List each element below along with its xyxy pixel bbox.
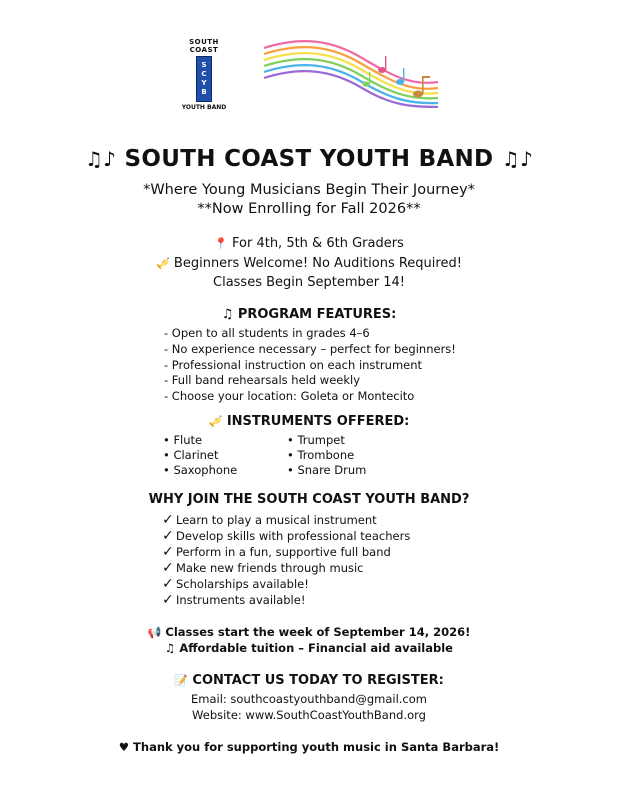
list-item bbox=[162, 512, 410, 528]
list-item: • Saxophone bbox=[163, 463, 238, 477]
grades-line bbox=[0, 236, 618, 251]
trumpet-icon: 🎺 bbox=[208, 415, 223, 428]
list-item bbox=[162, 560, 410, 576]
checkmark-icon: ✓ bbox=[162, 560, 174, 576]
list-item bbox=[162, 544, 410, 560]
list-item-text: Develop skills with professional teachers bbox=[176, 529, 411, 543]
list-item: • Snare Drum bbox=[287, 463, 367, 477]
music-notes-icon: ♫ bbox=[165, 641, 176, 655]
beginners-line bbox=[0, 256, 618, 271]
checkmark-icon: ✓ bbox=[162, 576, 174, 592]
list-item: - Professional instruction on each instrument bbox=[164, 357, 423, 372]
logo-banner bbox=[196, 56, 212, 102]
logo-letter: B bbox=[201, 88, 207, 96]
checkmark-icon: ✓ bbox=[162, 528, 174, 544]
title-text: SOUTH COAST YOUTH BAND bbox=[124, 146, 494, 172]
heart-icon: ♥ bbox=[118, 740, 130, 754]
contact-heading-text: CONTACT US TODAY TO REGISTER: bbox=[192, 673, 444, 688]
music-notes-icon: ♫♪ bbox=[84, 147, 117, 171]
checkmark-icon: ✓ bbox=[162, 512, 174, 528]
features-heading bbox=[0, 307, 618, 322]
tuition-line bbox=[0, 641, 618, 655]
list-item: - Open to all students in grades 4–6 bbox=[164, 326, 370, 340]
instruments-right-column bbox=[287, 433, 366, 478]
list-item bbox=[162, 592, 410, 608]
start-text: Classes start the week of September 14, 2026! bbox=[165, 625, 471, 639]
list-item bbox=[162, 528, 410, 544]
logo-top-text: SOUTH COAST bbox=[189, 38, 219, 54]
list-item: - Full band rehearsals held weekly bbox=[164, 373, 361, 388]
list-item: - No experience necessary – perfect for beginners! bbox=[164, 341, 456, 356]
list-item-text: Scholarships available! bbox=[176, 577, 309, 591]
contact-heading bbox=[0, 673, 618, 688]
list-item: • Clarinet bbox=[163, 448, 219, 462]
checkmark-icon: ✓ bbox=[162, 592, 174, 608]
music-notes-icon: ♫♪ bbox=[501, 147, 534, 171]
list-item: • Trombone bbox=[287, 448, 355, 462]
why-heading: WHY JOIN THE SOUTH COAST YOUTH BAND? bbox=[148, 492, 470, 507]
list-item-text: Make new friends through music bbox=[176, 561, 364, 575]
logo-letter: S bbox=[201, 61, 207, 69]
rainbow-music-staff-image bbox=[262, 30, 440, 108]
classes-begin-line: Classes Begin September 14! bbox=[213, 275, 405, 290]
list-item-text: Perform in a fun, supportive full band bbox=[176, 545, 391, 559]
instruments-heading bbox=[0, 414, 618, 429]
list-item bbox=[162, 576, 410, 592]
page-title bbox=[0, 146, 618, 172]
tuition-text: Affordable tuition – Financial aid available bbox=[179, 641, 453, 655]
closing-text: Thank you for supporting youth music in Santa Barbara! bbox=[133, 740, 500, 754]
list-item-text: Learn to play a musical instrument bbox=[176, 513, 377, 527]
contact-website: Website: www.SouthCoastYouthBand.org bbox=[192, 708, 426, 722]
checkmark-icon: ✓ bbox=[162, 544, 174, 560]
list-item-text: Instruments available! bbox=[176, 593, 306, 607]
enrolling-line: **Now Enrolling for Fall 2026** bbox=[197, 201, 421, 217]
logo-letter: Y bbox=[201, 79, 207, 87]
list-item: - Choose your location: Goleta or Montecito bbox=[164, 389, 415, 404]
pin-icon: 📍 bbox=[214, 237, 228, 250]
band-logo bbox=[180, 38, 228, 111]
logo-letter: C bbox=[201, 70, 207, 78]
why-list bbox=[162, 512, 410, 608]
memo-icon: 📝 bbox=[174, 674, 188, 687]
music-note-icon: ♫ bbox=[221, 307, 234, 322]
features-list bbox=[164, 326, 456, 405]
list-item: • Trumpet bbox=[287, 433, 345, 447]
start-line bbox=[0, 625, 618, 639]
logo-bottom-text: YOUTH BAND bbox=[181, 104, 227, 111]
tagline: *Where Young Musicians Begin Their Journey* bbox=[143, 182, 475, 198]
contact-email: Email: southcoastyouthband@gmail.com bbox=[191, 692, 427, 706]
instruments-heading-text: INSTRUMENTS OFFERED: bbox=[226, 414, 410, 429]
features-heading-text: PROGRAM FEATURES: bbox=[237, 307, 397, 322]
closing-line bbox=[0, 740, 618, 754]
list-item: • Flute bbox=[163, 433, 203, 447]
beginners-text: Beginners Welcome! No Auditions Required! bbox=[173, 256, 462, 271]
megaphone-icon: 📢 bbox=[147, 626, 162, 639]
instruments-left-column bbox=[163, 433, 237, 478]
grades-text: For 4th, 5th & 6th Graders bbox=[232, 236, 404, 251]
trumpet-icon: 🎺 bbox=[156, 257, 170, 270]
